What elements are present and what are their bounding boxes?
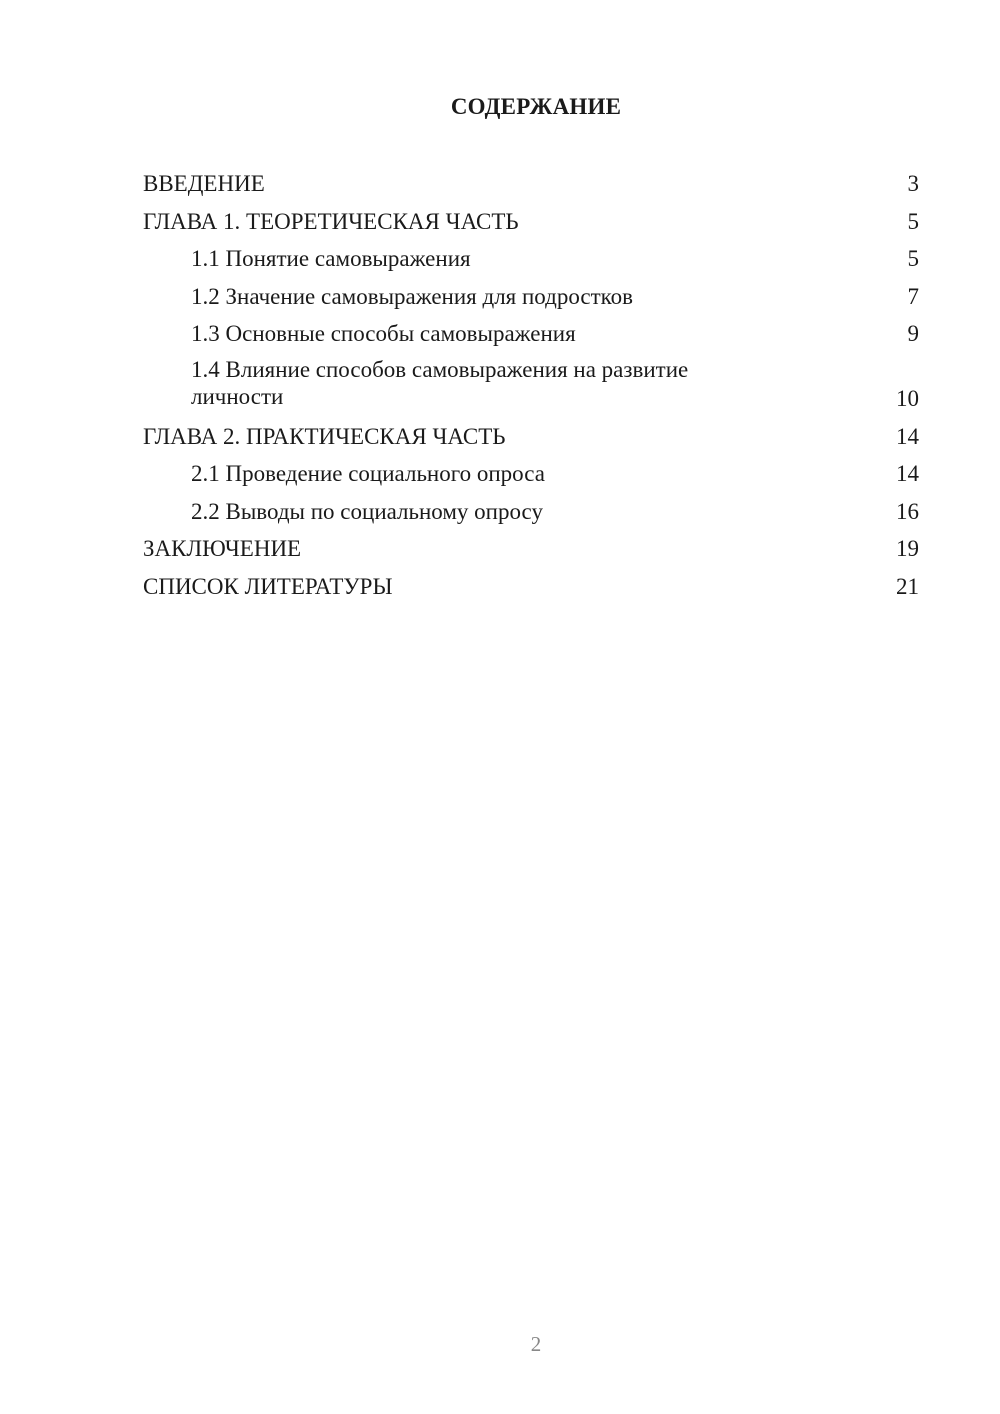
toc-item-page: 14 [896,423,919,449]
toc-item-title: ЗАКЛЮЧЕНИЕ [143,536,302,561]
page-number: 2 [530,1332,542,1356]
toc-item-title: 1.2 Значение самовыражения для подростков [191,283,634,309]
toc-item[interactable] [143,571,919,609]
toc-item-title: ГЛАВА 1. ТЕОРЕТИЧЕСКАЯ ЧАСТЬ [143,208,519,234]
table-of-contents [143,168,919,608]
toc-item-title: ВВЕДЕНИЕ [143,171,265,196]
toc-item[interactable] [143,206,919,244]
toc-item-title: СПИСОК ЛИТЕРАТУРЫ [143,573,393,599]
toc-subitem[interactable] [143,458,919,496]
toc-subitem[interactable] [143,356,919,421]
toc-item-page: 9 [907,321,919,346]
toc-item-page: 10 [896,385,919,411]
toc-subitem[interactable] [143,318,919,356]
toc-item-page: 16 [896,498,919,524]
toc-item-title: 1.1 Понятие самовыражения [191,246,471,271]
toc-item-page: 5 [907,246,919,271]
toc-subitem[interactable] [143,243,919,281]
toc-item-title: ГЛАВА 2. ПРАКТИЧЕСКАЯ ЧАСТЬ [143,423,506,449]
toc-item-title: 2.2 Выводы по социальному опросу [191,498,543,524]
toc-item-title: 2.1 Проведение социального опроса [191,461,545,486]
toc-item[interactable] [143,421,919,459]
toc-item[interactable] [143,533,919,571]
toc-item-page: 3 [907,171,919,196]
toc-subitem[interactable] [143,496,919,534]
toc-item-page: 5 [907,208,919,234]
toc-item-page: 19 [896,536,919,561]
toc-item[interactable] [143,168,919,206]
toc-item-page: 14 [896,461,919,486]
toc-item-page: 21 [896,573,919,599]
page-title: СОДЕРЖАНИЕ [450,94,622,119]
toc-item-title: 1.3 Основные способы самовыражения [191,321,576,346]
toc-item-page: 7 [907,283,919,309]
toc-subitem[interactable] [143,281,919,319]
toc-item-title: 1.4 Влияние способов самовыражения на развитие личности [191,356,689,409]
